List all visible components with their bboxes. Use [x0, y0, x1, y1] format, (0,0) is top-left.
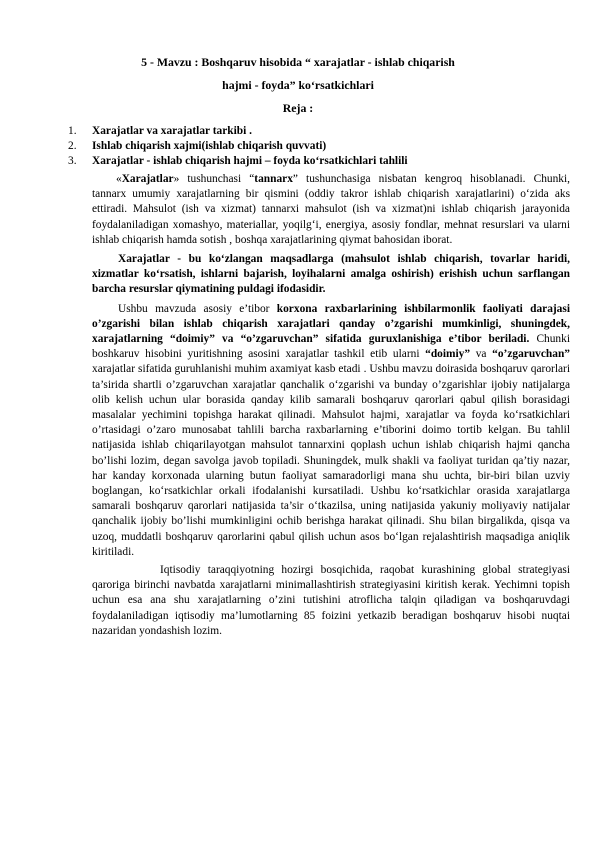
plan-item-text: Xarajatlar - ishlab chiqarish hajmi – foyda ko‘rsatkichlari tahlili	[92, 155, 408, 167]
term-tannarx: tannarx	[254, 173, 293, 185]
topic-title-line1: 5 - Mavzu : Boshqaruv hisobida “ xarajatlar - ishlab chiqarish	[141, 55, 455, 69]
text-run: va	[470, 348, 493, 361]
body-text	[92, 172, 570, 639]
bold-run: korxona raxbarlarining ishbilarmonlik faoliyati darajasi o’zgarishi bilan ishlab chiqarish xarajatlari qanday o’zgarishi mumkinligi, shuningdek, xarajatlarning “doimiy” va “o’zgaruvchan” sifatida guruxlanishiga e’tibor beriladi.	[92, 302, 570, 346]
plan-item-1	[68, 124, 252, 139]
paragraph-topic-focus	[92, 302, 570, 560]
plan-item-number: 2.	[68, 140, 77, 152]
plan-item-text: Ishlab chiqarish xajmi(ishlab chiqarish quvvati)	[92, 140, 327, 152]
paragraph-costs-bold-definition	[92, 252, 570, 298]
text-run: Ushbu mavzuda asosiy e’tibor	[118, 302, 277, 315]
paragraph-costs-definition	[92, 172, 570, 248]
plan-item-3	[68, 154, 408, 169]
plan-item-text: Xarajatlar va xarajatlar tarkibi .	[92, 125, 252, 137]
term-xarajatlar: Xarajatlar	[121, 173, 174, 185]
quote-open: «	[116, 173, 122, 185]
text-run: » tushunchasi “	[173, 173, 255, 185]
topic-title-line2: hajmi - foyda” ko‘rsatkichlari	[222, 78, 374, 92]
text-run: Iqtisodiy taraqqiyotning hozirgi bosqichida, raqobat kurashining global strategiyasi qaroriga birinchi navbatda xarajatlarni minimallashtirish strategiyasini kiritish kerak. Yechimni topish uchun esa ana shu xarajatlarning o’zini tutishini atroflicha talqin qiladigan va boshqaruvdagi foydalaniladigan iqtisodiy ma’lumotlarning 85 foizini yetkazib beradigan boshqaruv hisobi nuqtai nazaridan yondashish lozim.	[92, 564, 570, 637]
text-run: ” tushunchasiga nisbatan kengroq hisoblanadi. Chunki, tannarx umumiy xarajatlarning bir qismini (oddiy takror ishlab chiqarish xarajatlarini) o‘zida aks ettiradi. Mahsulot (ish va xizmat) tannarxi mahsulot (ish va xizmat)ni ishlab chiqarish jarayonida foydalaniladigan xomashyo, materiallar, yoqilg‘i, energiya, asosiy fondlar, mehnat resurslari va ularni ishlab chiqarish hamda sotish , boshqa xarajatlarining qiymat bahosidan iborat.	[92, 173, 570, 246]
plan-item-number: 1.	[68, 125, 77, 137]
plan-item-2	[68, 139, 327, 154]
term-doimiy: “doimiy”	[425, 348, 471, 361]
bold-definition: Xarajatlar - bu ko‘zlangan maqsadlarga (mahsulot ishlab chiqarish, tovarlar haridi, xizmatlar ko‘rsatish, ishlarni bajarish, loyihalarni amalga oshirish) erishish uchun sarflangan barcha resurslar qiymatining puldagi ifodasidir.	[92, 253, 570, 296]
text-run: xarajatlar sifatida guruhlanishi muhim axamiyat kasb etadi . Ushbu mavzu doirasida boshqaruv qarorlari ta’sirida shartli o’zgaruvchan xarajatlar qanchalik o‘zgarishi va bunday o’zgarishlar ijobiy natijalarga olib kelish uchun ular borasida qanday kilib samarali boshqaruv qarorlari qabul qilish borasidagi masalalar yechimini topishga harakat qilinadi. Mahsulot hajmi, xarajatlar va foyda ko‘rsatkichlari o’rtasidagi o’zaro munosabat tahlili barcha raxbarlarning e’tiborini doimo tortib kelgan. Bu tahlil natijasida ishlab chiqarilayotgan mahsulot tannarxini qoplash uchun ishlab chiqarish hajmi qancha bo’lishi lozim, degan savolga javob topiladi. Shuningdek, mulk shakli va faoliyat turidan qa’tiy nazar, har kanday korxonada ularning butun faoliyat samaradorligi mana shu uchta, bir-biri bilan uzviy boglangan, ko‘rsatkichlar orkali ifodalanishi kursatiladi. Ushbu ko‘rsatkichlar orasida xarajatlarga samarali boshqaruv qarorlari natijasida ta’sir o‘tkazilsa, uning natijasida yakuniy moliyaviy natijalar qanchalik ijobiy bo’lishi mumkinligini ochib berishga harakat qilinadi. Shu bilan birgalikda, qisqa va uzoq, muddatli boshqaruv qarorlarini qabul qilish uchun asos bo‘lgan rejalashtirish maqsadiga aniqlik kiritiladi.	[92, 363, 570, 558]
plan-item-number: 3.	[68, 155, 77, 167]
plan-heading: Reja :	[282, 101, 314, 115]
term-ozgaruvchan: “o’zgaruvchan”	[492, 348, 570, 361]
paragraph-economic-development	[92, 563, 570, 639]
text-run: Chunki boshkaruv hisobini yuritishning asosini xarajatlar tashkil etib ularni	[92, 333, 570, 361]
